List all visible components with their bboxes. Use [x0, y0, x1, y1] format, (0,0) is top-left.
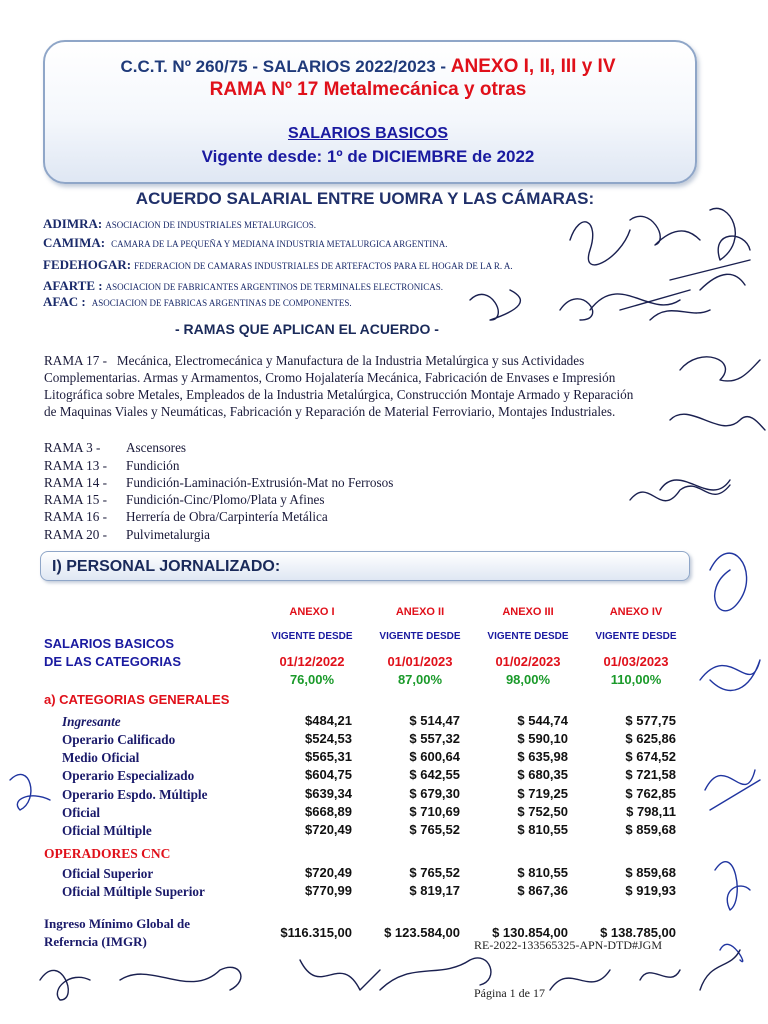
rama-item [44, 475, 393, 491]
rama-desc: Fundición [126, 458, 180, 473]
salary-value: $ 859,68 [625, 865, 676, 880]
org-name: FEDERACION DE CAMARAS INDUSTRIALES DE ARTEFACTOS PARA EL HOGAR DE LA R. A. [134, 261, 513, 271]
col-annex: ANEXO IV [609, 606, 663, 618]
salary-value: $720,49 [305, 822, 352, 837]
col-pct: 98,00% [505, 672, 551, 687]
col-vigente: VIGENTE DESDE [595, 631, 677, 642]
col-pct: 110,00% [610, 672, 662, 687]
rama-item [44, 527, 210, 543]
signature-fedehogar [620, 470, 740, 530]
salary-value: $484,21 [305, 713, 352, 728]
org-code: ADIMRA: [43, 216, 103, 231]
category-name: Oficial [62, 805, 101, 820]
salary-value: $ 679,30 [409, 786, 460, 801]
group-general: a) CATEGORIAS GENERALES [44, 692, 230, 707]
rama-label: RAMA 20 - [44, 527, 108, 542]
header-cct: C.C.T. Nº 260/75 - SALARIOS 2022/2023 - [120, 57, 451, 76]
salary-value: $ 557,32 [409, 731, 460, 746]
col-vigente: VIGENTE DESDE [487, 631, 569, 642]
col-annex: ANEXO II [395, 606, 445, 618]
col-date: 01/12/2022 [279, 654, 345, 669]
salary-value: $668,89 [305, 804, 352, 819]
col-date: 01/03/2023 [603, 654, 669, 669]
salary-value: $ 514,47 [409, 713, 460, 728]
salary-value: $ 544,74 [517, 713, 568, 728]
col-date: 01/01/2023 [387, 654, 453, 669]
page-number: Página 1 de 17 [474, 986, 545, 1000]
signature-left [0, 760, 60, 840]
col-annex: ANEXO I [289, 606, 335, 618]
org-afarte [43, 278, 443, 294]
rama-label: RAMA 16 - [44, 509, 108, 524]
rama-desc: Fundición-Laminación-Extrusión-Mat no Ferrosos [126, 475, 394, 490]
salary-value: $565,31 [305, 749, 352, 764]
category-name: Oficial Superior [62, 866, 154, 881]
category-name: Oficial Múltiple Superior [62, 884, 205, 899]
col-annex: ANEXO III [502, 606, 554, 618]
rama-item [44, 440, 186, 456]
salary-value: $ 721,58 [625, 767, 676, 782]
agreement-title: ACUERDO SALARIAL ENTRE UOMRA Y LAS CÁMARAS: [135, 189, 595, 208]
left-label-2: DE LAS CATEGORIAS [44, 654, 181, 669]
salary-value: $ 719,25 [517, 786, 568, 801]
salary-value: $ 798,11 [626, 804, 676, 819]
rama-label: RAMA 3 - [44, 440, 101, 455]
signature-column-right [690, 530, 768, 980]
salary-value: $524,53 [305, 731, 352, 746]
org-fedehogar [43, 257, 513, 273]
rama-label: RAMA 15 - [44, 492, 108, 507]
salary-value: $ 635,98 [517, 749, 568, 764]
signature-group-mid [450, 280, 750, 340]
group-cnc: OPERADORES CNC [44, 846, 171, 861]
org-name: ASOCIACION DE FABRICANTES ARGENTINOS DE TERMINALES ELECTRONICAS. [105, 282, 444, 292]
header-rama: RAMA Nº 17 Metalmecánica y otras [209, 79, 527, 100]
salary-value: $ 765,52 [409, 865, 460, 880]
doc-ref: RE-2022-133565325-APN-DTD#JGM [474, 938, 662, 952]
category-name: Operario Espdo. Múltiple [62, 787, 208, 802]
vigente-date: Vigente desde: 1º de DICIEMBRE de 2022 [201, 147, 535, 166]
salary-value: $ 762,85 [625, 786, 676, 801]
category-name: Operario Calificado [62, 732, 176, 747]
org-code: CAMIMA: [43, 235, 106, 250]
salary-value: $604,75 [305, 767, 352, 782]
rama-desc: Fundición-Cinc/Plomo/Plata y Afines [126, 492, 325, 507]
ramas-title: - RAMAS QUE APLICAN EL ACUERDO - [175, 321, 439, 337]
salary-value: $639,34 [305, 786, 352, 801]
rama-17-desc: Mecánica, Electromecánica y Manufactura de la Industria Metalúrgica y sus Actividades Complementarias. Armas y Armamentos, Cromo Hojalatería Mecánica, Fabricación de Envases e Impresión Litográfica sobre Metales, Empleados de la Industria Metalúrgica, Construcción Montaje Armado y Reparación de Maquinas Viales y Neumáticas, Fabricación y Reparación de Material Ferroviario, Montajes Industriales. [44, 353, 634, 419]
col-pct: 87,00% [397, 672, 443, 687]
rama-item [44, 458, 179, 474]
salary-value: $ 810,55 [517, 865, 568, 880]
rama-17 [44, 352, 644, 420]
rama-label: RAMA 13 - [44, 458, 108, 473]
org-afac [43, 294, 352, 310]
org-code: AFARTE : [43, 278, 103, 293]
rama-label: RAMA 14 - [44, 475, 108, 490]
rama-17-label: RAMA 17 - [44, 353, 108, 368]
imgr-label-2: Referncia (IMGR) [44, 934, 147, 949]
salary-value: $ 130.854,00 [492, 925, 568, 940]
signature-group-bottom [20, 940, 760, 1024]
salary-value: $ 752,50 [517, 804, 568, 819]
rama-desc: Herrería de Obra/Carpintería Metálica [126, 509, 328, 524]
imgr-label-1: Ingreso Mínimo Global de [44, 916, 191, 931]
rama-desc: Pulvimetalurgia [126, 527, 210, 542]
org-code: AFAC : [43, 294, 86, 309]
salary-value: $ 765,52 [409, 822, 460, 837]
salary-value: $ 577,75 [625, 713, 676, 728]
salary-value: $ 680,35 [517, 767, 568, 782]
rama-item [44, 509, 328, 525]
salary-value: $ 674,52 [625, 749, 676, 764]
header-annex: ANEXO I, II, III y IV [450, 56, 616, 77]
salary-value: $720,49 [305, 865, 352, 880]
left-label-1: SALARIOS BASICOS [44, 636, 175, 651]
org-name: ASOCIACION DE INDUSTRIALES METALURGICOS. [105, 220, 316, 230]
org-name: CAMARA DE LA PEQUEÑA Y MEDIANA INDUSTRIA METALURGICA ARGENTINA. [111, 239, 448, 249]
salary-value: $ 625,86 [625, 731, 676, 746]
category-name: Medio Oficial [62, 750, 140, 765]
org-code: FEDEHOGAR: [43, 257, 132, 272]
category-name: Oficial Múltiple [62, 823, 152, 838]
org-camima [43, 235, 447, 251]
col-date: 01/02/2023 [495, 654, 561, 669]
header-line-1 [43, 56, 693, 78]
page-title: SALARIOS BASICOS [287, 125, 448, 142]
salary-value: $ 859,68 [625, 822, 676, 837]
salary-value: $ 600,64 [409, 749, 460, 764]
salary-value: $770,99 [305, 883, 352, 898]
salary-value: $ 819,17 [409, 883, 460, 898]
salary-value: $ 642,55 [409, 767, 460, 782]
salary-value: $ 867,36 [517, 883, 568, 898]
category-name: Operario Especializado [62, 768, 195, 783]
section-title: I) PERSONAL JORNALIZADO: [52, 558, 281, 575]
col-vigente: VIGENTE DESDE [271, 631, 353, 642]
org-adimra [43, 216, 316, 232]
col-vigente: VIGENTE DESDE [379, 631, 461, 642]
salary-value: $ 590,10 [517, 731, 568, 746]
category-name: Ingresante [62, 714, 121, 729]
rama-item [44, 492, 325, 508]
salary-value: $116.315,00 [280, 925, 352, 940]
salary-value: $ 919,93 [625, 883, 676, 898]
salary-value: $ 710,69 [409, 804, 460, 819]
rama-desc: Ascensores [126, 440, 187, 455]
col-pct: 76,00% [289, 672, 335, 687]
org-name: ASOCIACION DE FABRICAS ARGENTINAS DE COMPONENTES. [91, 298, 352, 308]
salary-value: $ 810,55 [517, 822, 568, 837]
salary-value: $ 138.785,00 [600, 925, 676, 940]
salary-value: $ 123.584,00 [384, 925, 460, 940]
